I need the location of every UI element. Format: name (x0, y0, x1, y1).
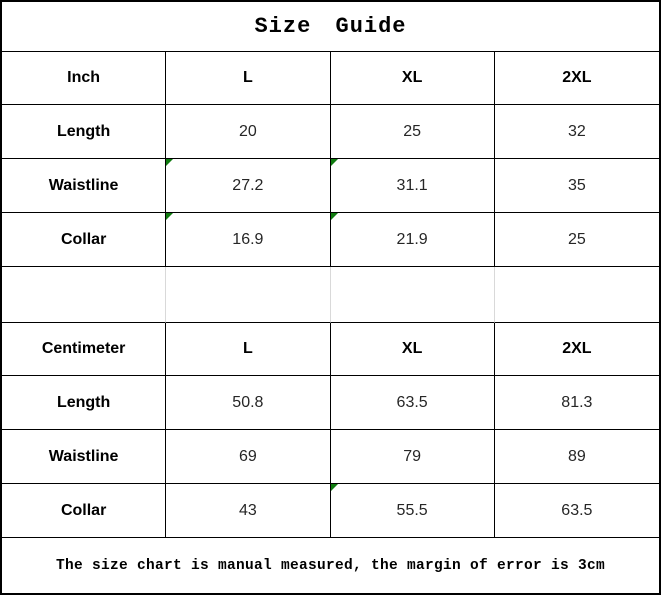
value-cell: 81.3 (495, 376, 659, 430)
row-label: Length (2, 376, 166, 430)
size-column-header: XL (331, 323, 495, 376)
table-row (2, 484, 659, 538)
cell-comment-flag-icon (331, 213, 338, 220)
size-column-header: 2XL (495, 323, 659, 376)
value-cell: 63.5 (495, 484, 659, 538)
value-cell: 32 (495, 105, 659, 159)
row-label: Collar (2, 484, 166, 538)
size-column-header: XL (331, 52, 495, 105)
row-label: Waistline (2, 159, 166, 213)
unit-header-centimeter: Centimeter (2, 323, 166, 376)
value-cell: 25 (495, 213, 659, 267)
footer-note: The size chart is manual measured, the margin of error is 3cm (55, 557, 606, 574)
row-label: Collar (2, 213, 166, 267)
table-row (2, 159, 659, 213)
value-cell: 50.8 (166, 376, 330, 430)
cell-comment-flag-icon (166, 159, 173, 166)
size-column-header: L (166, 52, 330, 105)
row-label: Waistline (2, 430, 166, 484)
value-cell: 35 (495, 159, 659, 213)
value-cell: 43 (166, 484, 330, 538)
value-cell: 25 (331, 105, 495, 159)
value-cell: 21.9 (331, 213, 495, 267)
table-row (2, 213, 659, 267)
value-cell: 79 (331, 430, 495, 484)
value-cell: 89 (495, 430, 659, 484)
cell-comment-flag-icon (331, 159, 338, 166)
table-row (2, 430, 659, 484)
value-cell: 63.5 (331, 376, 495, 430)
spacer-row (2, 267, 659, 323)
page-title: Size Guide (2, 2, 659, 52)
value-cell: 27.2 (166, 159, 330, 213)
table-row (2, 105, 659, 159)
size-column-header: 2XL (495, 52, 659, 105)
row-label: Length (2, 105, 166, 159)
value-cell: 69 (166, 430, 330, 484)
value-cell: 31.1 (331, 159, 495, 213)
value-cell: 16.9 (166, 213, 330, 267)
size-table (2, 2, 659, 593)
unit-header-inch: Inch (2, 52, 166, 105)
cell-comment-flag-icon (166, 213, 173, 220)
value-cell: 55.5 (331, 484, 495, 538)
size-column-header: L (166, 323, 330, 376)
table-row (2, 376, 659, 430)
cell-comment-flag-icon (331, 484, 338, 491)
value-cell: 20 (166, 105, 330, 159)
